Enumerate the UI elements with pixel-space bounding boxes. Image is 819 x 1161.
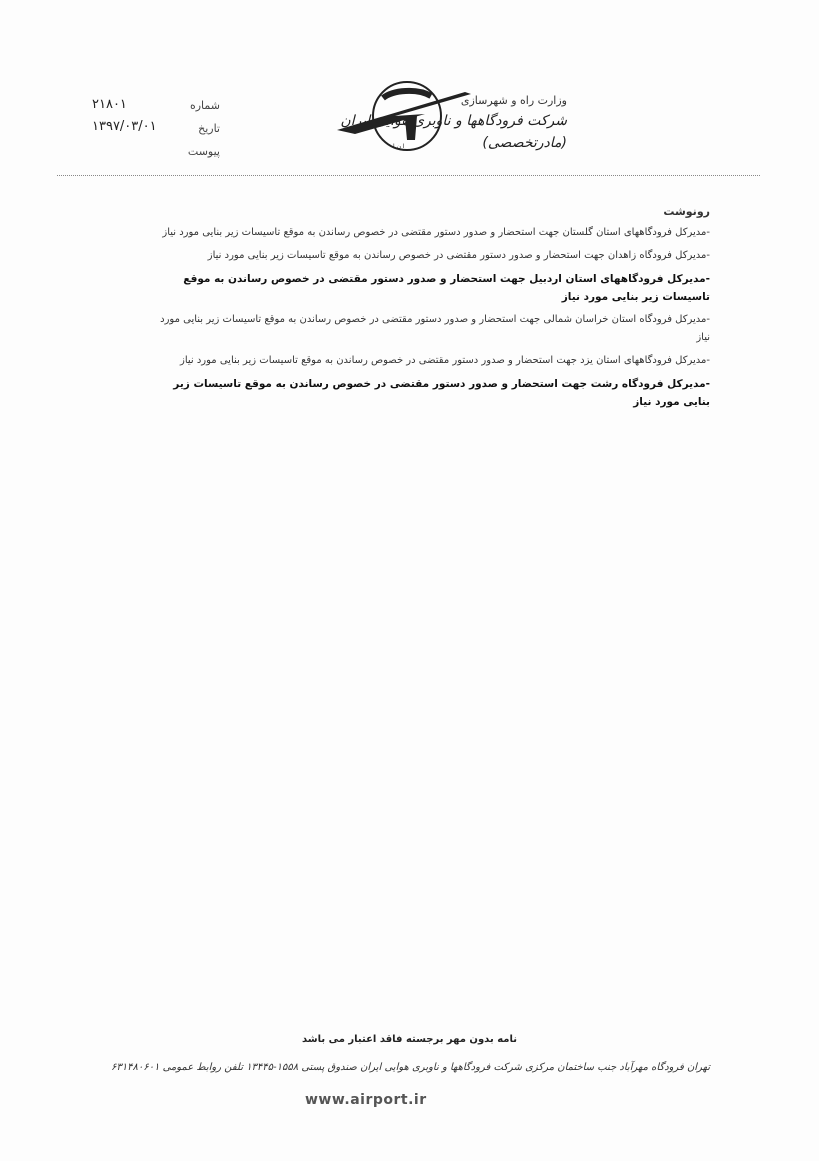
header-divider <box>57 175 760 176</box>
organization-header <box>307 92 567 154</box>
svg-text:ا ن ا: ا ن ا <box>393 143 405 150</box>
meta-values <box>92 94 162 138</box>
cc-line-1: -مدیرکل فرودگاههای استان گلستان جهت استحضار و صدور دستور مقتضی در خصوص رساندن به موقع تاسیسات زیر بنایی مورد نیاز <box>162 227 710 238</box>
cc-heading: رونوشت <box>663 205 710 218</box>
cc-line-4: -مدیرکل فرودگاه استان خراسان شمالی جهت استحضار و صدور دستور مقتضی در خصوص رساندن به موقع تاسیسات زیر بنایی مورد نیاز <box>160 314 710 343</box>
letter-body <box>150 205 710 416</box>
date-label: تاریخ <box>198 122 220 135</box>
company-address: تهران فرودگاه مهرآباد جنب ساختمان مرکزی شرکت فرودگاهها و ناوبری هوایی ایران صندوق پستی ۱۵۵۸-۱۳۴۴۵ تلفن روابط عمومی ۶۳۱۴۸۰۶۰۱ <box>111 1062 710 1073</box>
cc-line-5: -مدیرکل فرودگاههای استان یزد جهت استحضار و صدور دستور مقتضی در خصوص رساندن به موقع تاسیسات زیر بنایی مورد نیاز <box>180 355 710 366</box>
letter-date: ۱۳۹۷/۰۳/۰۱ <box>92 119 157 134</box>
attachment-label: پیوست <box>187 145 220 158</box>
letter-number: ۲۱۸۰۱ <box>92 97 127 112</box>
website-link[interactable]: www.airport.ir <box>305 1092 427 1108</box>
company-name: شرکت فرودگاهها و ناوبری هوایی ایران (مادرتخصصی) <box>340 113 567 151</box>
meta-labels <box>170 94 220 163</box>
cc-line-6: -مدیرکل فرودگاه رشت جهت استحضار و صدور دستور مقتضی در خصوص رساندن به موقع تاسیسات زیر بنایی مورد نیاز <box>173 378 710 408</box>
cc-line-2: -مدیرکل فرودگاه زاهدان جهت استحضار و صدور دستور مقتضی در خصوص رساندن به موقع تاسیسات زیر بنایی مورد نیاز <box>207 250 710 261</box>
ministry-name: وزارت راه و شهرسازی <box>460 94 567 107</box>
validity-note: نامه بدون مهر برجسته فاقد اعتبار می باشد <box>302 1034 517 1045</box>
cc-line-3: -مدیرکل فرودگاههای استان اردبیل جهت استحضار و صدور دستور مقتضی در خصوص رساندن به موقع تاسیسات زیر بنایی مورد نیاز <box>183 273 710 303</box>
number-label: شماره <box>189 99 220 112</box>
